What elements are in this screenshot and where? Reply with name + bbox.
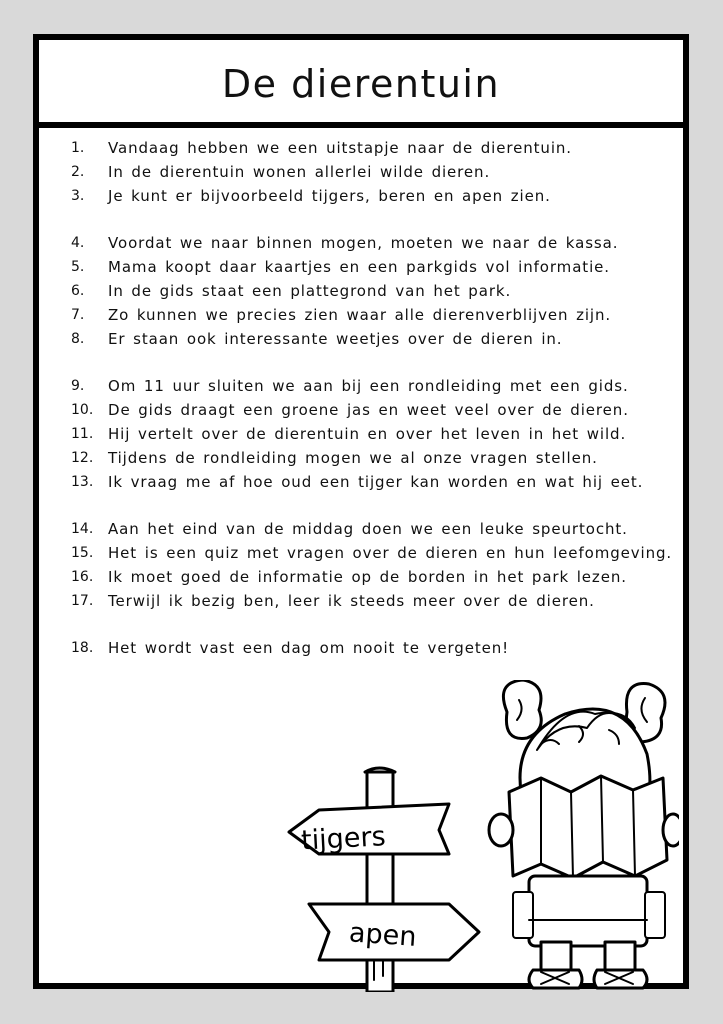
line-text: Ik moet goed de informatie op de borden in het park lezen. [108, 568, 627, 586]
line-text: Om 11 uur sluiten we aan bij een rondleiding met een gids. [108, 377, 629, 395]
line-text: Het wordt vast een dag om nooit te vergeten! [108, 639, 510, 657]
text-line [71, 231, 673, 255]
line-text: Ik vraag me af hoe oud een tijger kan worden en wat hij eet. [108, 473, 644, 491]
line-text: Je kunt er bijvoorbeeld tijgers, beren en apen zien. [108, 187, 551, 205]
text-line [71, 374, 673, 398]
signpost-icon [289, 768, 479, 992]
text-line [71, 160, 673, 184]
line-number: 11. [71, 426, 94, 442]
sign-label-top: tijgers [300, 821, 387, 857]
line-text: De gids draagt een groene jas en weet veel over de dieren. [108, 401, 629, 419]
line-text: Mama koopt daar kaartjes en een parkgids vol informatie. [108, 258, 610, 276]
girl-reading-map-illustration [279, 680, 679, 992]
line-number: 14. [71, 521, 94, 537]
line-text: Terwijl ik bezig ben, leer ik steeds meer over de dieren. [108, 592, 595, 610]
text-line [71, 565, 673, 589]
line-number: 5. [71, 259, 85, 275]
line-number: 12. [71, 450, 94, 466]
line-text: Aan het eind van de middag doen we een leuke speurtocht. [108, 520, 628, 538]
line-number: 18. [71, 640, 94, 656]
line-text: In de dierentuin wonen allerlei wilde dieren. [108, 163, 491, 181]
text-line [71, 636, 673, 660]
title-bar [39, 40, 683, 128]
line-number: 7. [71, 307, 85, 323]
text-line [71, 422, 673, 446]
text-line [71, 255, 673, 279]
line-number: 1. [71, 140, 85, 156]
line-text: In de gids staat een plattegrond van het park. [108, 282, 512, 300]
line-text: Hij vertelt over de dierentuin en over het leven in het wild. [108, 425, 627, 443]
sign-label-bottom: apen [348, 917, 418, 953]
line-number: 15. [71, 545, 94, 561]
text-line [71, 446, 673, 470]
line-number: 17. [71, 593, 94, 609]
text-line [71, 136, 673, 160]
line-text: Tijdens de rondleiding mogen we al onze vragen stellen. [108, 449, 598, 467]
line-number: 10. [71, 402, 94, 418]
text-line [71, 541, 673, 565]
text-line [71, 470, 673, 494]
line-text: Er staan ook interessante weetjes over de dieren in. [108, 330, 563, 348]
line-number: 2. [71, 164, 85, 180]
line-text: Voordat we naar binnen mogen, moeten we naar de kassa. [108, 234, 619, 252]
girl-icon [489, 680, 679, 988]
line-number: 13. [71, 474, 94, 490]
line-number: 9. [71, 378, 85, 394]
line-number: 16. [71, 569, 94, 585]
text-line [71, 517, 673, 541]
line-number: 8. [71, 331, 85, 347]
text-lines [71, 136, 673, 660]
line-number: 3. [71, 188, 85, 204]
line-number: 6. [71, 283, 85, 299]
text-line [71, 327, 673, 351]
line-text: Zo kunnen we precies zien waar alle dierenverblijven zijn. [108, 306, 612, 324]
text-line [71, 303, 673, 327]
text-line [71, 279, 673, 303]
line-number: 4. [71, 235, 85, 251]
text-line [71, 398, 673, 422]
line-text: Vandaag hebben we een uitstapje naar de dierentuin. [108, 139, 572, 157]
text-line [71, 184, 673, 208]
page-title: De dierentuin [221, 62, 501, 106]
line-text: Het is een quiz met vragen over de dieren en hun leefomgeving. [108, 544, 673, 562]
text-line [71, 589, 673, 613]
worksheet [33, 34, 689, 989]
